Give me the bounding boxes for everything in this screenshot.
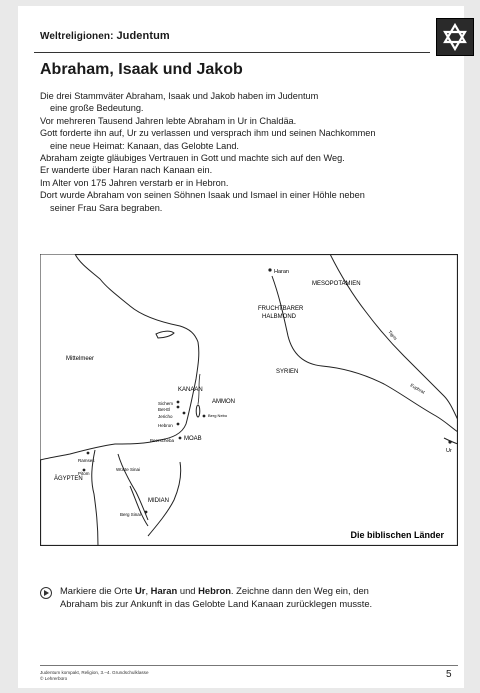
label-mesopotamien: MESOPOTAMIEN [312,281,361,287]
task-line-1 [60,584,450,597]
intro-line: Abraham zeigte gläubiges Vertrauen in Gott und machte sich auf den Weg. [40,153,345,164]
label-ammon: AMMON [212,399,235,405]
label-mittelmeer: Mittelmeer [66,356,95,362]
task-place-hebron: Hebron [198,585,231,596]
intro-line: eine große Bedeutung. [50,103,144,114]
biblical-lands-map [40,254,458,546]
intro-line: eine neue Heimat: Kanaan, das Gelobte Land. [50,140,239,151]
label-wuestesinai: Wüste Sinai [116,467,141,472]
worksheet-page [18,6,464,688]
label-moab: MOAB [184,436,202,442]
star-of-david-icon [436,18,474,56]
header-topic: Judentum [116,30,170,42]
task-line-2: Abraham bis zur Ankunft in das Gelobte Land Kanaan zurücklegen musste. [60,598,373,609]
page-number: 5 [446,669,452,680]
label-hebron: Hebron [158,423,173,428]
label-ramses: Ramses [78,458,95,463]
intro-line: Im Alter von 175 Jahren verstarb er in Hebron. [40,177,229,188]
task-text-part: . Zeichne dann den Weg ein, den [230,585,369,596]
page-header [34,16,464,50]
label-syrien: SYRIEN [276,369,299,375]
page-title: Abraham, Isaak und Jakob [40,61,243,78]
footer-credits [40,670,149,682]
header-label [40,30,170,42]
label-euphrat: Euphrat [409,382,426,395]
dead-sea [196,405,200,417]
label-tigris: Tigris [387,329,399,341]
label-jericho: Jericho [158,414,173,419]
task-place-ur: Ur [135,585,146,596]
label-aegypten: ÄGYPTEN [54,476,83,482]
intro-line: Dort wurde Abraham von seinen Söhnen Isaak und Ismael in einer Höhle neben [40,190,365,201]
intro-line: seiner Frau Sara begraben. [50,202,163,213]
task-place-haran: Haran [150,585,178,596]
label-bergsinai: Berg Sinai [120,512,141,517]
label-bergnebo: Berg Nebo [208,413,228,418]
label-sichem: Sichem [158,401,174,406]
label-fruchtbarer: FRUCHTBARER [258,306,304,312]
label-betel: Bet-El [158,407,171,412]
label-haran: Haran [274,269,289,275]
footer-line-1: Judentum kompakt, Religion, 3.–4. Grundschulklasse [40,670,149,675]
footer-rule [40,665,458,666]
intro-line: Die drei Stammväter Abraham, Isaak und Jakob haben im Judentum [40,91,319,101]
label-pitom: Pitom [78,471,90,476]
task-text-part: , [145,585,151,596]
intro-line: Vor mehreren Tausend Jahren lebte Abraham in Ur in Chaldäa. [40,115,297,126]
label-kanaan: KANAAN [178,387,203,393]
footer-line-2: © Lehrerbüro [40,676,68,681]
task-text-part: und [177,585,199,596]
task-text [60,584,450,610]
task-text-part: Markiere die Orte [60,585,136,596]
label-halbmond: HALBMOND [262,314,297,320]
intro-line: Gott forderte ihn auf, Ur zu verlassen und versprach ihm und seinen Nachkommen [40,128,376,139]
label-midian: MIDIAN [148,498,169,504]
intro-line: Er wanderte über Haran nach Kanaan ein. [40,165,213,176]
play-circle-icon [40,587,52,599]
header-prefix: Weltreligionen: [40,31,114,42]
task-instruction [40,584,450,610]
map-caption: Die biblischen Länder [350,530,444,540]
label-beerscheba: Beerscheba [150,438,175,443]
intro-text [40,90,450,214]
header-rule [34,52,430,53]
label-ur: Ur [446,448,452,454]
